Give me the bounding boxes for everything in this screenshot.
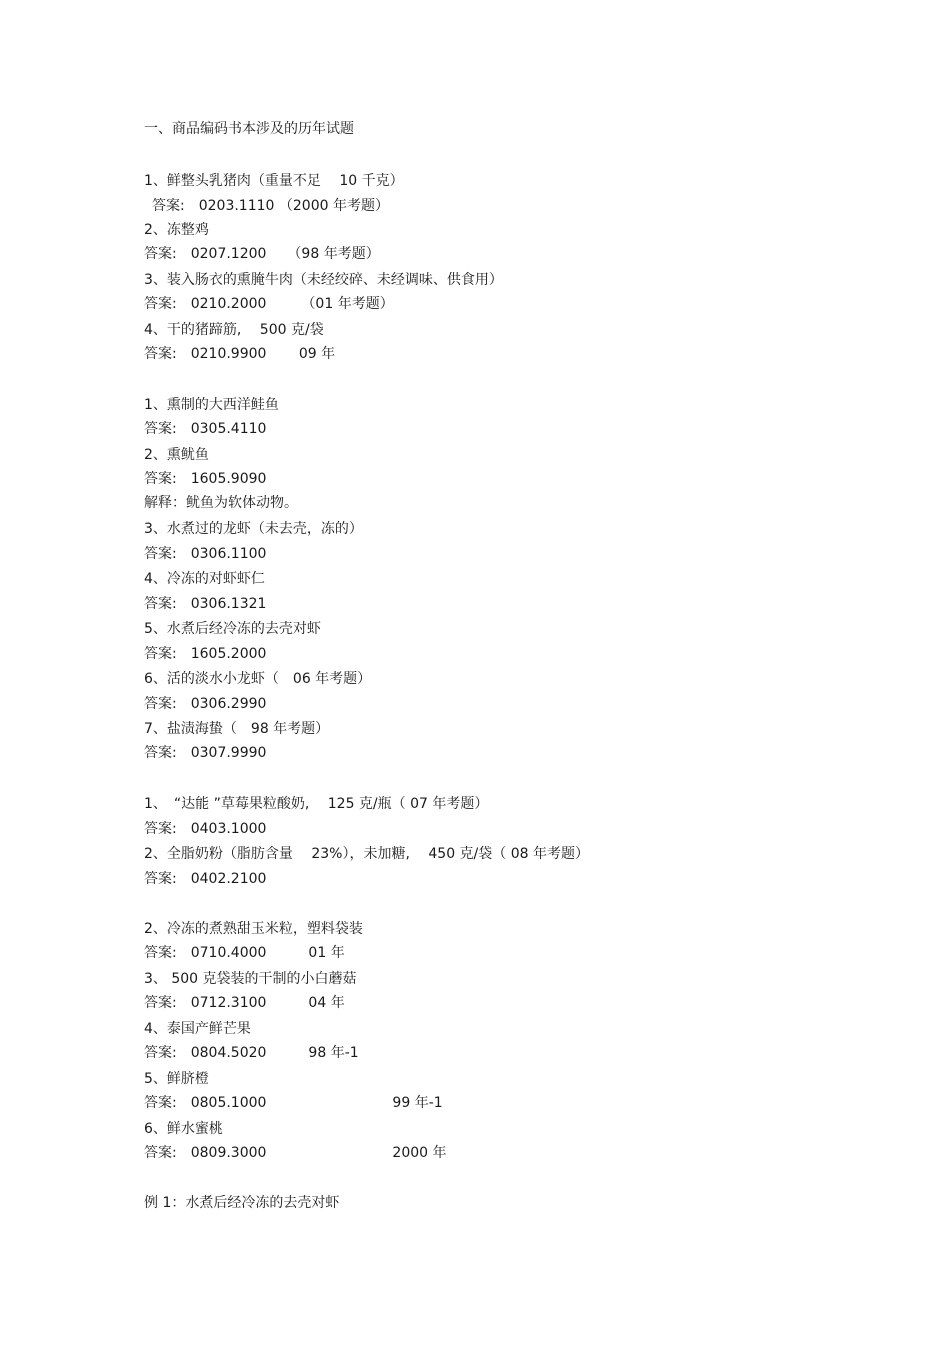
question-line: 5、水煮后经冷冻的去壳对虾 bbox=[144, 621, 321, 637]
question-line: 3、 500 克袋装的干制的小白蘑菇 bbox=[144, 971, 357, 987]
question-line: 2、冻整鸡 bbox=[144, 222, 209, 238]
answer-line: 答案: 0306.2990 bbox=[144, 696, 267, 712]
question-line: 5、鲜脐橙 bbox=[144, 1071, 209, 1087]
answer-line: 答案: 0403.1000 bbox=[144, 821, 267, 837]
question-line: 2、冷冻的煮熟甜玉米粒，塑料袋装 bbox=[144, 921, 363, 937]
answer-line: 答案: 1605.2000 bbox=[144, 646, 267, 662]
answer-line: 答案: 0804.5020 98 年-1 bbox=[144, 1045, 359, 1061]
question-line: 4、干的猪蹄筋, 500 克/袋 bbox=[144, 322, 324, 338]
answer-line: 答案: 1605.9090 bbox=[144, 471, 267, 487]
question-line: 6、鲜水蜜桃 bbox=[144, 1121, 223, 1137]
example-line: 例 1：水煮后经冷冻的去壳对虾 bbox=[144, 1195, 340, 1211]
answer-line: 答案: 0210.9900 09 年 bbox=[144, 346, 336, 362]
question-line: 1、 “达能 ”草莓果粒酸奶, 125 克/瓶（ 07 年考题） bbox=[144, 796, 489, 812]
question-line: 1、熏制的大西洋鲑鱼 bbox=[144, 397, 279, 413]
question-line: 6、活的淡水小龙虾（ 06 年考题） bbox=[144, 671, 372, 687]
question-line: 1、鲜整头乳猪肉（重量不足 10 千克） bbox=[144, 173, 404, 189]
question-line: 3、装入肠衣的熏腌牛肉（未经绞碎、未经调味、供食用） bbox=[144, 272, 503, 288]
explanation-line: 解释：鱿鱼为软体动物。 bbox=[144, 495, 298, 511]
answer-line: 答案: 0710.4000 01 年 bbox=[144, 945, 345, 961]
answer-line: 答案: 0207.1200 （98 年考题） bbox=[144, 246, 380, 262]
answer-line: 答案: 0210.2000 （01 年考题） bbox=[144, 296, 394, 312]
answer-line: 答案: 0402.2100 bbox=[144, 871, 267, 887]
question-line: 4、冷冻的对虾虾仁 bbox=[144, 571, 265, 587]
answer-line: 答案: 0306.1321 bbox=[144, 596, 267, 612]
answer-line: 答案: 0805.1000 99 年-1 bbox=[144, 1095, 443, 1111]
answer-line: 答案: 0307.9990 bbox=[144, 745, 267, 761]
answer-line: 答案: 0305.4110 bbox=[144, 421, 267, 437]
question-line: 3、水煮过的龙虾（未去壳，冻的） bbox=[144, 521, 363, 537]
question-line: 2、全脂奶粉（脂肪含量 23%），未加糖, 450 克/袋（ 08 年考题） bbox=[144, 846, 589, 862]
question-line: 4、泰国产鲜芒果 bbox=[144, 1021, 251, 1037]
answer-line: 答案: 0203.1110 （2000 年考题） bbox=[152, 198, 389, 214]
question-line: 7、盐渍海蛰（ 98 年考题） bbox=[144, 721, 330, 737]
document-heading: 一、商品编码书本涉及的历年试题 bbox=[144, 121, 354, 137]
question-line: 2、熏鱿鱼 bbox=[144, 447, 209, 463]
answer-line: 答案: 0712.3100 04 年 bbox=[144, 995, 345, 1011]
answer-line: 答案: 0306.1100 bbox=[144, 546, 267, 562]
answer-line: 答案: 0809.3000 2000 年 bbox=[144, 1145, 447, 1161]
